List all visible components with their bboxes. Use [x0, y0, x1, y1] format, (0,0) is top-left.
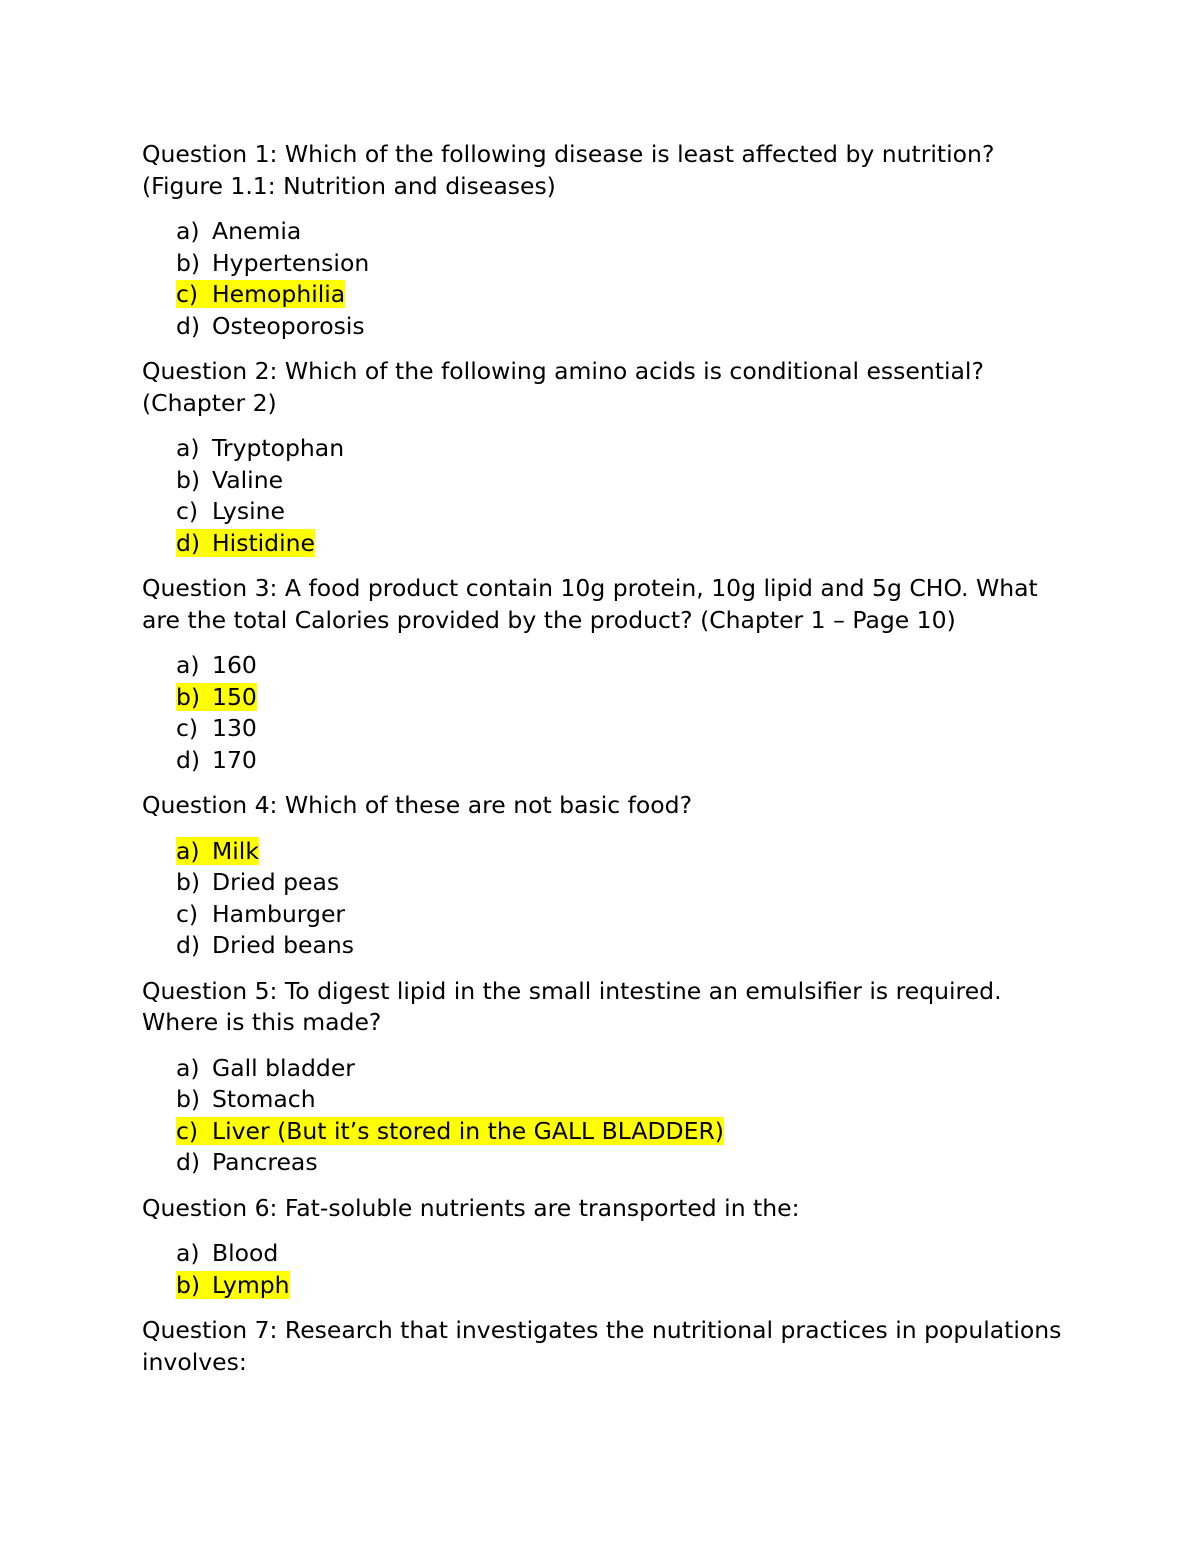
answer-option-content [176, 434, 344, 462]
answer-option-text: Tryptophan [212, 434, 345, 462]
question-block-2 [142, 356, 1072, 559]
answer-option [176, 433, 1072, 465]
answer-option-letter: b) [176, 465, 201, 494]
answer-option-letter: a) [176, 217, 200, 245]
answer-option-content [176, 1239, 278, 1267]
answer-option [176, 930, 1072, 962]
question-block-6 [142, 1193, 1072, 1302]
question-text: Question 2: Which of the following amino acids is conditional essential? (Chapter 2) [142, 357, 984, 417]
answer-option-letter: b) [176, 1270, 201, 1299]
answer-option [176, 867, 1072, 899]
answer-option-letter: c) [176, 497, 199, 525]
question-text: Question 1: Which of the following disease is least affected by nutrition? (Figure 1.1: Nutrition and diseases) [142, 140, 995, 200]
answer-option-letter: b) [176, 1085, 201, 1113]
answer-option-content [176, 1054, 355, 1082]
answer-option-text: 150 [212, 682, 257, 711]
answer-option-text: Anemia [212, 217, 302, 245]
answer-option-content [176, 1085, 316, 1113]
answer-option-content [176, 497, 285, 525]
answer-option-text: Milk [212, 836, 259, 865]
answer-option [176, 899, 1072, 931]
answer-option-letter: d) [176, 931, 201, 959]
answer-option-text: Pancreas [212, 1148, 318, 1176]
answer-option [176, 1238, 1072, 1270]
answer-option-content [176, 651, 257, 679]
answer-option-text: Dried peas [212, 868, 340, 896]
question-block-3 [142, 573, 1072, 776]
answer-option-content [176, 1271, 290, 1299]
question-block-5 [142, 976, 1072, 1179]
answer-option-content [176, 683, 257, 711]
answer-option-content [176, 1148, 318, 1176]
answer-option-text: Lysine [212, 497, 285, 525]
answer-options-list [142, 216, 1072, 342]
answer-option-text: 170 [212, 745, 257, 774]
answer-option-text: Histidine [212, 528, 315, 557]
answer-option-text: 160 [212, 651, 257, 679]
answer-option-highlighted [176, 836, 1072, 868]
answer-option-content [176, 746, 257, 774]
answer-option-text: Hemophilia [212, 280, 346, 308]
answer-option-letter: a) [176, 1053, 200, 1082]
answer-option-letter: d) [176, 311, 201, 340]
answer-option-text: Hamburger [212, 899, 346, 928]
answer-options-list [142, 836, 1072, 962]
answer-option-letter: a) [176, 434, 200, 462]
answer-option-highlighted [176, 1116, 1072, 1148]
answer-option-highlighted [176, 279, 1072, 311]
answer-option-letter: a) [176, 651, 200, 679]
answer-option-content [176, 837, 259, 865]
answer-option-content [176, 900, 345, 928]
answer-option-letter: a) [176, 836, 200, 865]
question-text: Question 3: A food product contain 10g protein, 10g lipid and 5g CHO. What are the total Calories provided by the product? (Chapter 1 – Page 10) [142, 574, 1038, 634]
answer-option-content [176, 249, 369, 277]
answer-option [176, 1053, 1072, 1085]
answer-option-text: Dried beans [212, 931, 355, 959]
answer-option-letter: b) [176, 682, 201, 711]
answer-option [176, 650, 1072, 682]
answer-option-text: Liver (But it’s stored in the GALL BLADDER) [212, 1116, 724, 1145]
answer-option-content [176, 529, 315, 557]
answer-option-content [176, 217, 301, 245]
answer-option-letter: c) [176, 899, 199, 928]
answer-options-list [142, 433, 1072, 559]
answer-option [176, 465, 1072, 497]
answer-option [176, 311, 1072, 343]
answer-option-content [176, 1117, 724, 1145]
question-text: Question 7: Research that investigates the nutritional practices in populations involves: [142, 1316, 1062, 1376]
answer-option-text: Stomach [212, 1085, 316, 1113]
answer-option-letter: c) [176, 714, 199, 742]
answer-option-letter: b) [176, 868, 201, 896]
answer-option-letter: c) [176, 280, 199, 308]
answer-option-text: Blood [212, 1239, 279, 1267]
answer-option-content [176, 714, 257, 742]
answer-option-content [176, 931, 354, 959]
question-text: Question 4: Which of these are not basic food? [142, 791, 693, 819]
answer-option-letter: d) [176, 745, 201, 774]
answer-option-content [176, 466, 283, 494]
answer-option [176, 713, 1072, 745]
question-text: Question 6: Fat-soluble nutrients are transported in the: [142, 1193, 800, 1222]
answer-option-highlighted [176, 528, 1072, 560]
question-block-1 [142, 139, 1072, 342]
answer-option [176, 1084, 1072, 1116]
answer-option-letter: d) [176, 528, 201, 557]
answer-option-highlighted [176, 682, 1072, 714]
answer-option-text: 130 [212, 714, 257, 742]
answer-option [176, 745, 1072, 777]
answer-option-text: Lymph [212, 1270, 290, 1299]
answer-option [176, 496, 1072, 528]
answer-option-letter: a) [176, 1239, 200, 1267]
question-text: Question 5: To digest lipid in the small intestine an emulsifier is required. Where is this made? [142, 976, 1002, 1036]
answer-option [176, 248, 1072, 280]
answer-option-content [176, 280, 345, 308]
answer-option-text: Osteoporosis [212, 311, 365, 340]
answer-option-content [176, 868, 339, 896]
answer-option-letter: c) [176, 1116, 199, 1145]
answer-option-letter: b) [176, 248, 201, 277]
document-page [142, 139, 1072, 1378]
answer-option [176, 1147, 1072, 1179]
question-block-4 [142, 790, 1072, 962]
answer-option-text: Gall bladder [212, 1053, 355, 1082]
answer-option-highlighted [176, 1270, 1072, 1302]
answer-option [176, 216, 1072, 248]
answer-option-text: Hypertension [212, 248, 370, 277]
answer-options-list [142, 1053, 1072, 1179]
answer-option-letter: d) [176, 1148, 201, 1176]
answer-option-content [176, 312, 365, 340]
answer-option-text: Valine [212, 465, 284, 494]
question-block-7 [142, 1315, 1072, 1378]
answer-options-list [142, 1238, 1072, 1301]
answer-options-list [142, 650, 1072, 776]
